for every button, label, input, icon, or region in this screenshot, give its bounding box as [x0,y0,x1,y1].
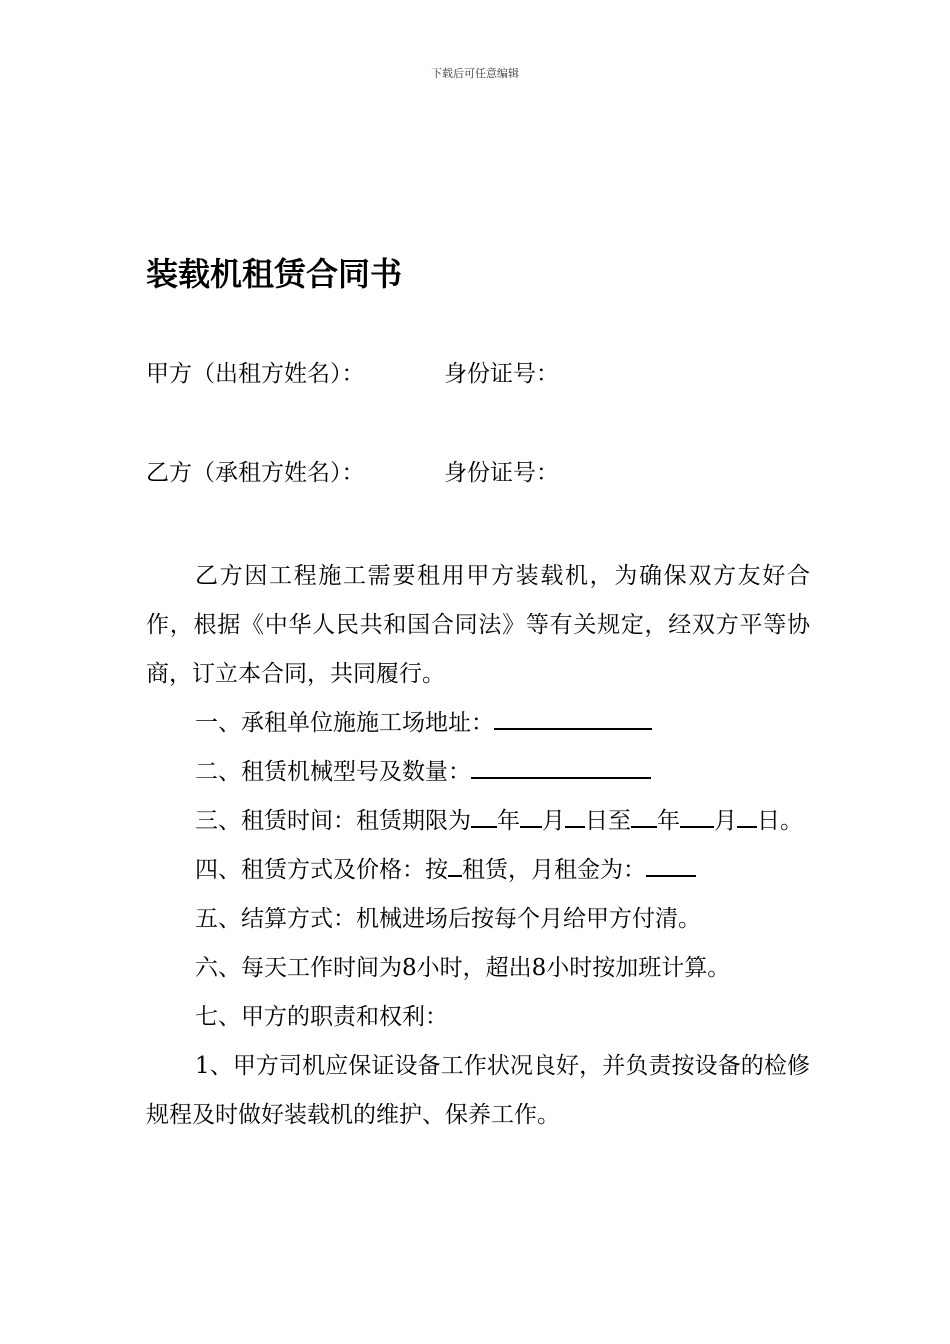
party-b-id-label: 身份证号： [444,460,559,486]
contract-body [146,552,810,1140]
document-title: 装载机租赁合同书 [146,255,403,293]
start-day-label: 日至 [585,808,631,834]
start-year-blank [471,802,497,828]
start-month-label: 月 [542,808,565,834]
party-a-label: 甲方（出租方姓名）： [146,361,365,387]
end-month-label: 月 [714,808,737,834]
end-day-label: 日。 [757,808,803,834]
end-year-label: 年 [657,808,680,834]
intro-paragraph: 乙方因工程施工需要租用甲方装载机，为确保双方友好合作，根据《中华人民共和国合同法》等有关规定，经双方平等协商，订立本合同，共同履行。 [146,563,810,687]
start-year-label: 年 [497,808,520,834]
page-header: 下载后可任意编辑 [431,67,519,80]
clause-4-text-b: 租赁，月租金为： [462,857,646,883]
party-b-line [146,457,559,489]
start-day-blank [565,802,585,828]
party-a-id-label: 身份证号： [444,361,559,387]
start-month-blank [520,802,542,828]
end-day-blank [737,802,757,828]
clause-7: 七、甲方的职责和权利： [195,1004,448,1030]
site-address-blank [494,704,652,730]
clause-1 [146,699,810,748]
clause-6: 六、每天工作时间为8小时，超出8小时按加班计算。 [195,955,731,981]
clause-2 [146,748,810,797]
clause-7-item-1: 1、甲方司机应保证设备工作状况良好，并负责按设备的检修规程及时做好装载机的维护、保养工作。 [146,1053,810,1128]
clause-4-text: 四、租赁方式及价格：按 [195,857,448,883]
party-b-label: 乙方（承租方姓名）： [146,460,365,486]
machine-model-blank [471,753,651,779]
end-year-blank [631,802,657,828]
clause-4 [146,846,810,895]
monthly-rent-blank [646,851,696,877]
party-a-line [146,358,559,390]
clause-3-text: 三、租赁时间：租赁期限为 [195,808,471,834]
clause-1-text: 一、承租单位施施工场地址： [195,710,494,736]
rental-method-blank [448,851,462,877]
clause-2-text: 二、租赁机械型号及数量： [195,759,471,785]
clause-3 [146,797,810,846]
end-month-blank [680,802,714,828]
clause-5: 五、结算方式：机械进场后按每个月给甲方付清。 [195,906,701,932]
